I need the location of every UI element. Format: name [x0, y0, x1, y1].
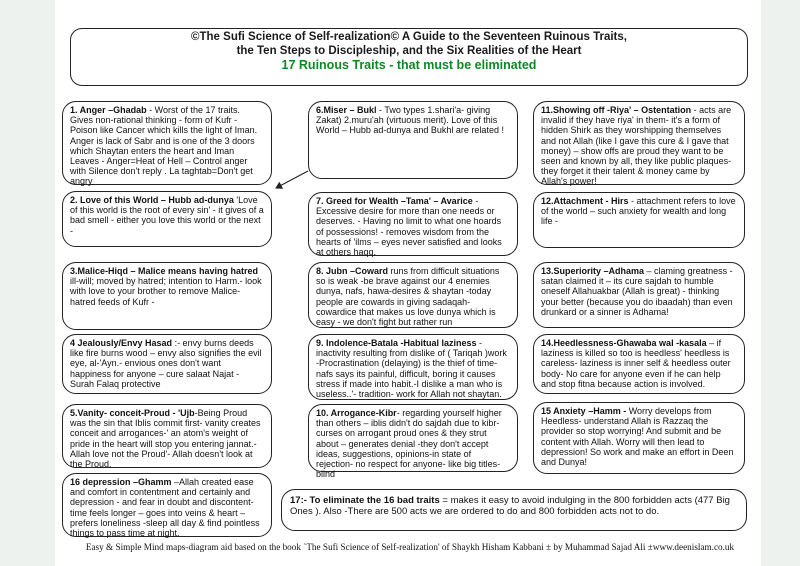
- trait-title: 16 depression –Ghamm: [70, 477, 172, 487]
- trait-title: 7. Greed for Wealth –Tama' – Avarice: [316, 196, 473, 206]
- trait-title: 12.Attachment - Hirs: [541, 196, 629, 206]
- trait-body: - Worst of the 17 traits. Gives non-rational thinking - form of Kufr - Poison like Cancer which kills the light of Iman. Anger is lack of Sabr and is one of the 3 doors which Shaytan enters the heart and Iman Leaves - Anger=Heat of Hell – Control anger with Silence don't reply . La taghtab=Don't get angry: [70, 105, 258, 187]
- trait-box-miser: [308, 101, 518, 179]
- trait-box-attachment: [533, 192, 745, 248]
- trait-title: 15 Anxiety –Hamm -: [541, 406, 627, 416]
- title-line-2: the Ten Steps to Discipleship, and the Six Realities of the Heart: [236, 44, 582, 57]
- trait-box-anger: [62, 101, 272, 185]
- trait-body: - Two types 1.shari'a- giving Zakat) 2.muru'ah (virtuous merit). Love of this World – Hubb ad-dunya and Bukhl are related !: [316, 105, 504, 136]
- trait-title: 14.Heedlessness-Ghawaba wal -kasala: [541, 338, 707, 348]
- trait-box-indolence: [308, 334, 518, 400]
- trait-body: - attachment refers to love of the world – such anxiety for wealth and long life -: [541, 196, 736, 227]
- trait-box-arrogance: [308, 404, 518, 480]
- trait-body: –Allah created ease and comfort in contentment and certainly and depression - and fear in doubt and discontent- time feels longer – goes into veins & heart – prefers loneliness -sleep all day & find pointless things to pass time at night.: [70, 477, 260, 539]
- trait-body: – if laziness is killed so too is heedless' heedless is careless- laziness is inner self & heedless outer body- No care for anyone even if he can help and stop fitna because action is involved.: [541, 338, 731, 389]
- trait-box-depression: [62, 473, 272, 537]
- trait-box-heedlessness: [533, 334, 745, 394]
- trait-box-superiority: [533, 262, 745, 328]
- trait-title: 4 Jealously/Envy Hasad: [70, 338, 173, 348]
- trait-title: 8. Jubn –Coward: [316, 266, 389, 276]
- trait-body: - regarding yourself higher than others – iblis didn't do sajdah due to kibr- curses on arrogant proud ones & they strut about – generates denial -they don't accept ideas, suggestions, opinions-in state of rejection- no respect for anyone- like big titles-blind: [316, 408, 502, 480]
- trait-title: 13.Superiority –Adhama: [541, 266, 645, 276]
- trait-title: 5.Vanity- conceit-Proud - 'Ujb: [70, 408, 195, 418]
- trait-title: 9. Indolence-Batala -Habitual laziness: [316, 338, 477, 348]
- trait-box-love-world: [62, 191, 272, 247]
- trait-body: -Being Proud was the sin that Iblis commit first- vanity creates conceit and arrogances-' an atom's weight of pride in the heart will stop you entering jannat.- Allah love not the Proud'- Allah doesn't look at the Proud.: [70, 408, 261, 470]
- trait-box-showing-off: [533, 101, 745, 185]
- trait-title: 1. Anger –Ghadab: [70, 105, 147, 115]
- trait-body: = makes it easy to avoid indulging in the 800 forbidden acts (477 Big Ones ). Also -There are 500 acts we are ordered to do and 800 forbidden acts not to do.: [290, 495, 730, 517]
- trait-box-malice: [62, 262, 272, 330]
- trait-title: 3.Malice-Hiqd – Malice means having hatred: [70, 266, 259, 276]
- trait-title: 11.Showing off -Riya' – Ostentation: [541, 105, 692, 115]
- trait-body: – claming greatness - satan claimed it – its cure sajdah to humble oneself Allahuakbar (Allah is great) - thinking your better (because you do ibaadah) than even drunkard or a sinner is Adhama!: [541, 266, 733, 317]
- title-line-1: ©The Sufi Science of Self-realization© A Guide to the Seventeen Ruinous Traits,: [191, 31, 627, 43]
- trait-body: Worry develops from Heedless- understand Allah is Razzaq the provider so stop worrying! And submit and be content with Allah. Worry will then lead to depression! So work and make an effort in Deen and Dunya!: [541, 406, 734, 468]
- trait-title: 2. Love of this World – Hubb ad-dunya: [70, 195, 234, 205]
- trait-body: - acts are invalid if they have riya' in them- it's a form of hidden Shirk as they worshipping themselves and not Allah (like I gave this cure & I gave that money) – show offs are proud they want to be seen and known by all, they like public plaques- they forget it their talent & money came by Allah's power!: [541, 105, 732, 187]
- trait-title: 6.Miser – Bukl: [316, 105, 377, 115]
- trait-body: :- envy burns deeds like fire burns wood – envy also signifies the evil eye, al-'Ayn.- envious ones don't want happiness for anyone – cure salaat Najat - Surah Falaq protective: [70, 338, 262, 389]
- trait-body: - inactivity resulting from dislike of ( Tariqah )work -Procrastination (delaying) is the thief of time- nafs says its painful, difficult, boring it causes stress if made into habit.-I dislike a man who is useless..'- tradition- work for Allah not shaytan.: [316, 338, 507, 400]
- trait-box-anxiety: [533, 402, 745, 474]
- trait-title: 10. Arrogance-Kibr: [316, 408, 397, 418]
- trait-box-vanity: [62, 404, 272, 468]
- subtitle: 17 Ruinous Traits - that must be eliminated: [281, 58, 537, 72]
- trait-box-jealousy: [62, 334, 272, 394]
- trait-body: ill-will; moved by hatred; intention to Harm.- look with love to your brother to remove Malice- hatred feeds of Kufr -: [70, 276, 262, 307]
- trait-title: 17:- To eliminate the 16 bad traits: [290, 495, 440, 506]
- title-box: [70, 28, 748, 86]
- trait-box-greed: [308, 192, 518, 256]
- trait-box-eliminate: [281, 489, 747, 531]
- trait-box-jubn: [308, 262, 518, 328]
- trait-body: 'Love of this world is the root of every sin' - it gives of a bad smell - either you love this world or the next -: [70, 195, 264, 236]
- trait-body: - Excessive desire for more than one needs or deserves. - Having no limit to what one hoards of possessions! - removes wisdom from the hearts of 'ilms – eyes never satisfied and looks at others haqq.: [316, 196, 502, 258]
- trait-body: runs from difficult situations so is weak -be brave against our 4 enemies dunya, nafs, hawa-desires & shaytan -today people are cowards in giving sadaqah-cowardice that makes us love dunya which is easy - we don't fight but rather run: [316, 266, 500, 328]
- footer-credit: Easy & Simple Mind maps-diagram aid based on the book `The Sufi Science of Self-realization' of Shaykh Hisham Kabbani ± by Muhammad Sajad Ali ±www.deenislam.co.uk: [85, 542, 735, 552]
